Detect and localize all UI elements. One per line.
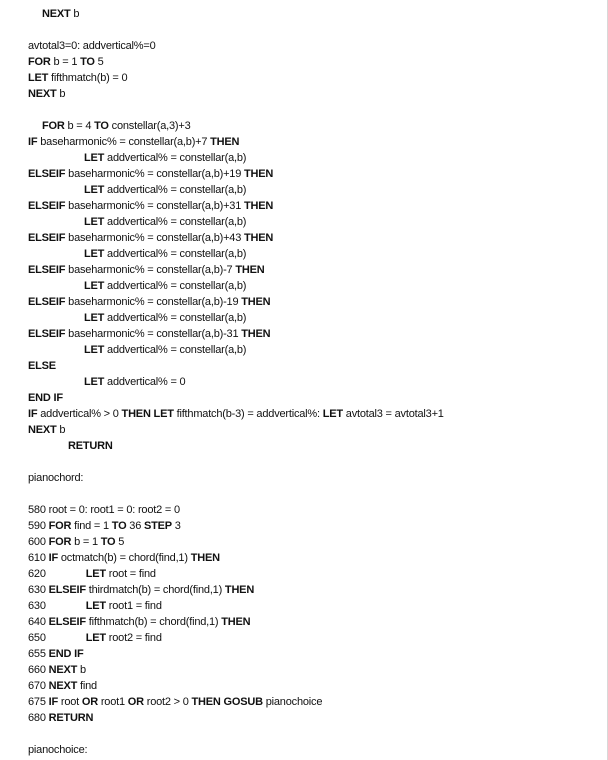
code-keyword: NEXT — [42, 8, 71, 20]
code-keyword: THEN — [221, 616, 251, 628]
code-keyword: FOR — [28, 56, 51, 68]
code-text: addvertical% = constellar(a,b) — [104, 152, 247, 164]
code-text: thirdmatch(b) = chord(find,1) — [85, 584, 225, 596]
code-text: 620 — [28, 568, 86, 580]
code-keyword: FOR — [42, 120, 65, 132]
code-line — [28, 374, 598, 390]
code-line — [28, 246, 598, 262]
blank-line — [28, 726, 598, 742]
code-line — [28, 326, 598, 342]
code-keyword: TO — [80, 56, 95, 68]
code-keyword: THEN — [190, 552, 220, 564]
code-keyword: LET — [84, 216, 105, 228]
code-text: 640 — [28, 616, 49, 628]
code-keyword: ELSEIF — [48, 616, 86, 628]
code-text: 630 — [28, 584, 49, 596]
code-keyword: IF — [48, 696, 58, 708]
code-text: 36 — [126, 520, 144, 532]
code-text: baseharmonic% = constellar(a,b)+7 — [37, 136, 211, 148]
code-keyword: NEXT — [28, 88, 57, 100]
code-line — [28, 6, 598, 22]
code-text: b — [77, 664, 86, 676]
code-keyword: NEXT — [48, 664, 78, 676]
code-text: addvertical% = constellar(a,b) — [104, 280, 247, 292]
code-keyword: LET — [84, 184, 105, 196]
code-line — [28, 614, 598, 630]
code-keyword: LET — [28, 72, 49, 84]
code-keyword: ELSEIF — [28, 168, 66, 180]
code-text: octmatch(b) = chord(find,1) — [58, 552, 191, 564]
code-line — [28, 422, 598, 438]
code-text: b — [56, 424, 66, 436]
code-keyword: ELSEIF — [28, 264, 66, 276]
code-line — [28, 166, 598, 182]
code-line — [28, 198, 598, 214]
code-text: pianochoice — [262, 696, 323, 708]
code-line — [28, 694, 598, 710]
code-text: root1 — [97, 696, 128, 708]
code-text: 650 — [28, 632, 86, 644]
code-line — [28, 598, 598, 614]
code-text: pianochoice: — [28, 744, 88, 756]
code-line — [28, 118, 598, 134]
code-keyword: LET — [84, 312, 105, 324]
code-line — [28, 38, 598, 54]
code-keyword: LET — [85, 568, 106, 580]
code-text: baseharmonic% = constellar(a,b)-31 — [65, 328, 242, 340]
code-text: addvertical% > 0 — [37, 408, 122, 420]
code-text: baseharmonic% = constellar(a,b)-7 — [65, 264, 236, 276]
code-line — [28, 294, 598, 310]
code-text: addvertical% = constellar(a,b) — [104, 184, 247, 196]
code-text: constellar(a,3)+3 — [108, 120, 191, 132]
code-text: find = 1 — [71, 520, 112, 532]
code-keyword: LET — [322, 408, 343, 420]
code-text: 670 — [28, 680, 49, 692]
code-keyword: LET — [84, 376, 105, 388]
code-line — [28, 390, 598, 406]
code-keyword: NEXT — [48, 680, 78, 692]
code-keyword: STEP — [144, 520, 172, 532]
code-text: root = find — [105, 568, 156, 580]
code-line — [28, 54, 598, 70]
code-keyword: END IF — [28, 392, 63, 404]
code-keyword: IF — [28, 408, 38, 420]
code-keyword: LET — [84, 280, 105, 292]
code-line — [28, 182, 598, 198]
code-line — [28, 582, 598, 598]
code-text: 5 — [115, 536, 125, 548]
code-line — [28, 70, 598, 86]
code-line — [28, 214, 598, 230]
code-keyword: TO — [100, 536, 116, 548]
code-text: baseharmonic% = constellar(a,b)+31 — [65, 200, 244, 212]
code-text: b — [70, 8, 80, 20]
code-text: 3 — [171, 520, 181, 532]
code-keyword: TO — [111, 520, 127, 532]
code-line — [28, 502, 598, 518]
code-text: b = 1 — [50, 56, 81, 68]
code-line — [28, 678, 598, 694]
code-text: 680 — [28, 712, 49, 724]
code-text: root — [58, 696, 82, 708]
code-keyword: FOR — [48, 520, 72, 532]
code-text: b = 1 — [71, 536, 101, 548]
code-text: addvertical% = constellar(a,b) — [104, 216, 247, 228]
code-keyword: LET — [84, 248, 105, 260]
code-line — [28, 518, 598, 534]
code-text: baseharmonic% = constellar(a,b)+43 — [65, 232, 244, 244]
code-keyword: LET — [85, 632, 106, 644]
code-keyword: IF — [48, 552, 58, 564]
code-line — [28, 646, 598, 662]
code-text: 675 — [28, 696, 49, 708]
code-line — [28, 262, 598, 278]
code-text: fifthmatch(b) = chord(find,1) — [85, 616, 222, 628]
code-keyword: ELSEIF — [28, 200, 66, 212]
code-text: 580 root = 0: root1 = 0: root2 = 0 — [28, 504, 180, 516]
blank-line — [28, 486, 598, 502]
code-line — [28, 470, 598, 486]
code-text: b — [56, 88, 66, 100]
code-keyword: NEXT — [28, 424, 57, 436]
code-keyword: THEN — [210, 136, 240, 148]
blank-line — [28, 102, 598, 118]
code-line — [28, 534, 598, 550]
code-line — [28, 86, 598, 102]
code-text: addvertical% = 0 — [104, 376, 186, 388]
code-keyword: LET — [85, 600, 106, 612]
code-keyword: ELSEIF — [28, 232, 66, 244]
code-text: baseharmonic% = constellar(a,b)+19 — [65, 168, 244, 180]
code-line — [28, 230, 598, 246]
blank-line — [28, 454, 598, 470]
code-text: root2 > 0 — [143, 696, 192, 708]
code-text: b = 4 — [64, 120, 95, 132]
code-text: 5 — [94, 56, 104, 68]
code-keyword: THEN — [241, 296, 271, 308]
code-line — [28, 438, 598, 454]
blank-line — [28, 22, 598, 38]
code-keyword: ELSEIF — [28, 328, 66, 340]
code-line — [28, 310, 598, 326]
code-keyword: RETURN — [48, 712, 94, 724]
code-keyword: END IF — [48, 648, 84, 660]
code-text: find — [77, 680, 97, 692]
code-line — [28, 150, 598, 166]
code-line — [28, 358, 598, 374]
code-text: 630 — [28, 600, 86, 612]
code-keyword: THEN — [241, 328, 271, 340]
code-text: avtotal3=0: addvertical%=0 — [28, 40, 156, 52]
code-line — [28, 134, 598, 150]
code-line — [28, 710, 598, 726]
code-text: root2 = find — [105, 632, 162, 644]
code-line — [28, 742, 598, 758]
code-keyword: IF — [28, 136, 38, 148]
code-line — [28, 278, 598, 294]
code-text: baseharmonic% = constellar(a,b)-19 — [65, 296, 242, 308]
code-keyword: FOR — [48, 536, 72, 548]
code-line — [28, 342, 598, 358]
code-keyword: THEN — [235, 264, 265, 276]
code-text: 590 — [28, 520, 49, 532]
code-listing — [28, 6, 598, 758]
code-line — [28, 550, 598, 566]
code-keyword: TO — [94, 120, 109, 132]
code-keyword: THEN — [244, 200, 274, 212]
code-keyword: LET — [84, 152, 105, 164]
code-line — [28, 630, 598, 646]
code-text: root1 = find — [105, 600, 162, 612]
code-keyword: THEN — [244, 168, 274, 180]
code-line — [28, 566, 598, 582]
code-text: 610 — [28, 552, 49, 564]
code-text: 655 — [28, 648, 49, 660]
code-text: addvertical% = constellar(a,b) — [104, 312, 247, 324]
code-keyword: THEN — [224, 584, 255, 596]
code-line — [28, 406, 598, 422]
code-keyword: ELSE — [28, 360, 56, 372]
code-text: addvertical% = constellar(a,b) — [104, 344, 247, 356]
code-text: addvertical% = constellar(a,b) — [104, 248, 247, 260]
code-keyword: THEN — [244, 232, 274, 244]
code-keyword: OR — [81, 696, 98, 708]
code-text: pianochord: — [28, 472, 84, 484]
code-keyword: ELSEIF — [48, 584, 86, 596]
code-text: 660 — [28, 664, 49, 676]
code-keyword: THEN LET — [121, 408, 174, 420]
code-keyword: ELSEIF — [28, 296, 66, 308]
code-line — [28, 662, 598, 678]
code-keyword: LET — [84, 344, 105, 356]
code-keyword: OR — [127, 696, 144, 708]
code-text: avtotal3 = avtotal3+1 — [342, 408, 444, 420]
code-text: fifthmatch(b) = 0 — [48, 72, 128, 84]
code-text: 600 — [28, 536, 49, 548]
code-keyword: RETURN — [68, 440, 113, 452]
code-text: fifthmatch(b-3) = addvertical%: — [173, 408, 323, 420]
code-keyword: THEN GOSUB — [191, 696, 263, 708]
